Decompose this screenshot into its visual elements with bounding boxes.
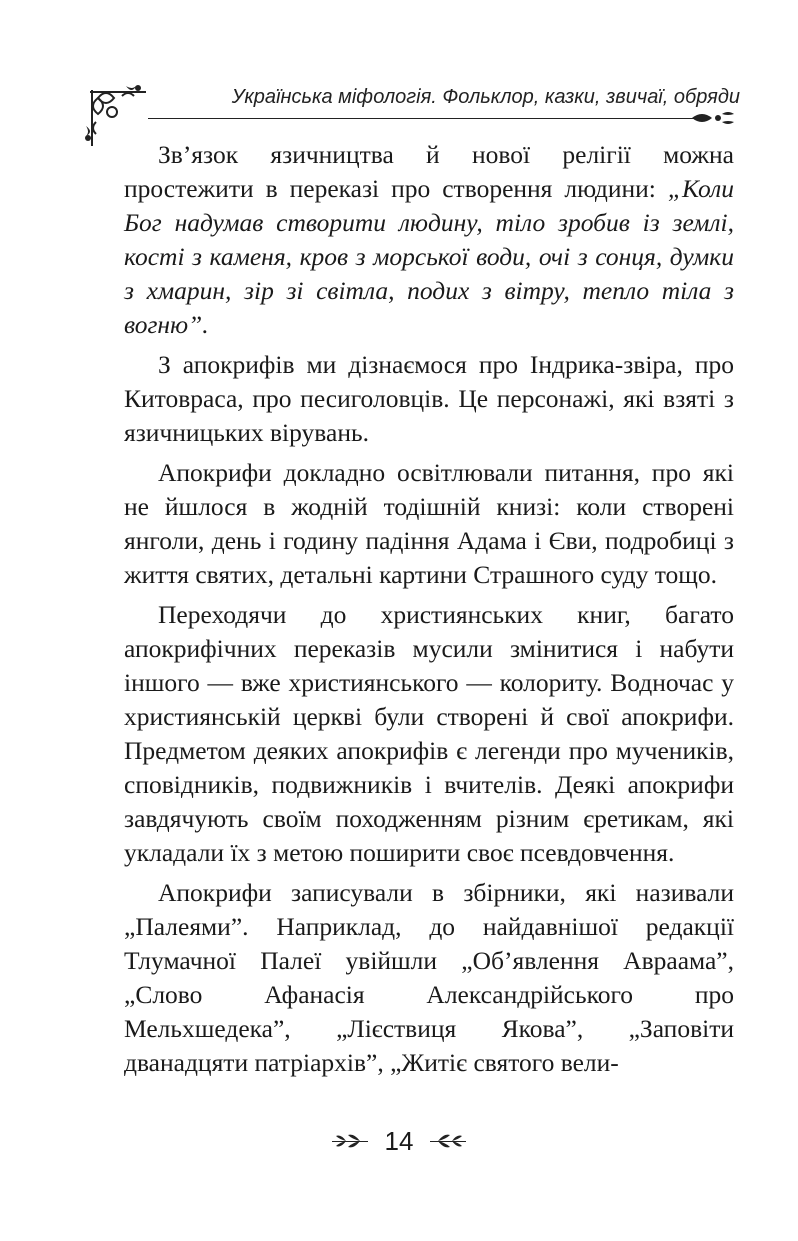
paragraph: Апокрифи записували в збірники, які називали „Палеями”. Наприклад, до найдавнішої редакції Тлумачної Палеї увійшли „Об’явлення Авраама”, „Слово Афанасія Александрійського про Мельхшедека”, „Лієствиця Якова”, „Заповіти дванадцяти патріархів”, „Житіє святого вели- [124,878,734,1077]
floral-sprig-icon [690,108,736,128]
leaf-ornament-icon [330,1132,370,1150]
paragraph: З апокрифів ми дізнаємося про Індрика-звіра, про Китовраса, про песиголовців. Це персонажі, які взяті з язичницьких вірувань. [124,350,734,447]
running-header-title: Українська міфологія. Фольклор, казки, звичаї, обряди [231,86,740,108]
main-text [124,138,734,1086]
paragraph: Апокрифи докладно освітлювали питання, про які не йшлося в жодній тодішній книзі: коли створені янголи, день і годину падіння Адама і Єви, подробиці з життя святих, детальні картини Страшного суду тощо. [124,458,734,589]
paragraph-lead: Зв’язок язичництва й нової релігії можна простежити в переказі про створення людини: [124,140,734,203]
header-rule [148,118,696,119]
italic-quote: „Коли Бог надумав створити людину, тіло зробив із землі, кості з каменя, кров з морської води, очі з сонця, думки з хмарин, зір зі світла, подих з вітру, тепло тіла з вогню”. [124,174,734,339]
page-header [0,0,798,140]
page-number: 14 [384,1126,414,1156]
paragraph [124,138,734,342]
page-footer [0,1124,798,1164]
leaf-ornament-icon [428,1132,468,1150]
paragraph: Переходячи до християнських книг, багато апокрифічних переказів мусили змінитися і набути іншого — вже християнського — колориту. Водночас у християнській церкві були створені й свої апокрифи. Предметом деяких апокрифів є легенди про мучеників, сповідників, подвижників і вчителів. Деякі апокрифи завдячують своїм походженням різним єретикам, які укладали їх з метою поширити своє псевдовчення. [124,600,734,867]
